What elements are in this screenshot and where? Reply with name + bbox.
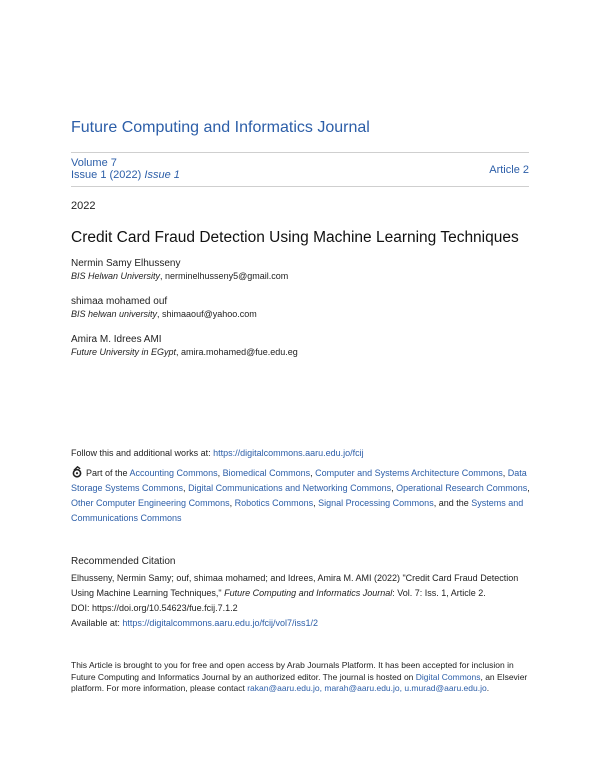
follow-link[interactable]: https://digitalcommons.aaru.edu.jo/fcij bbox=[213, 448, 364, 458]
author-name: shimaa mohamed ouf bbox=[71, 296, 168, 307]
follow-line bbox=[71, 446, 364, 461]
citation-text: Elhusseny, Nermin Samy; ouf, shimaa mohamed; and Idrees, Amira M. AMI (2022) "Credit Card Fraud Detection Using Machine Learning Techniques," bbox=[71, 573, 519, 598]
commons-link[interactable]: Robotics Commons bbox=[234, 498, 314, 508]
available-label: Available at: bbox=[71, 618, 123, 628]
issue-line[interactable]: Issue 1 (2022) bbox=[71, 169, 142, 181]
author-block bbox=[71, 258, 288, 282]
author-email: , nerminelhusseny5@gmail.com bbox=[160, 271, 289, 281]
divider bbox=[71, 152, 529, 153]
divider bbox=[71, 186, 529, 187]
commons-link[interactable]: Data Storage Systems Commons bbox=[71, 468, 527, 493]
footer-notice bbox=[71, 660, 531, 695]
author-affiliation: BIS helwan university bbox=[71, 309, 158, 319]
open-access-icon bbox=[71, 466, 83, 478]
author-name: Amira M. Idrees AMI bbox=[71, 334, 162, 345]
paper-title: Credit Card Fraud Detection Using Machine Learning Techniques bbox=[71, 229, 519, 246]
citation-volume: : Vol. 7: Iss. 1, Article 2. bbox=[392, 588, 486, 598]
author-block bbox=[71, 334, 298, 358]
digital-commons-link[interactable]: Digital Commons bbox=[415, 671, 481, 682]
and-the: , and the bbox=[433, 498, 472, 508]
contact-emails[interactable]: rakan@aaru.edu.jo, marah@aaru.edu.jo, u.murad@aaru.edu.jo bbox=[247, 683, 487, 693]
author-email: , amira.mohamed@fue.edu.eg bbox=[176, 347, 298, 357]
author-block bbox=[71, 296, 257, 320]
author-email: , shimaaouf@yahoo.com bbox=[157, 309, 257, 319]
follow-label: Follow this and additional works at: bbox=[71, 448, 214, 458]
available-link[interactable]: https://digitalcommons.aaru.edu.jo/fcij/vol7/iss1/2 bbox=[122, 618, 318, 628]
author-name: Nermin Samy Elhusseny bbox=[71, 258, 181, 269]
publication-year: 2022 bbox=[71, 200, 96, 212]
commons-link[interactable]: Other Computer Engineering Commons bbox=[71, 498, 230, 508]
citation-heading: Recommended Citation bbox=[71, 556, 176, 567]
part-of-commons: Part of the Accounting Commons, Biomedical Commons, Computer and Systems Architecture Commons, Data Storage Systems Commons, Digital Communications and Networking Commons, Operational Research Commons, Other Computer Engineering Commons, Robotics Commons, Signal Processing Commons, and the Systems and Communications Commons bbox=[71, 468, 530, 523]
footer-end: . bbox=[486, 683, 490, 693]
citation-doi: DOI: https://doi.org/10.54623/fue.fcij.7.1.2 bbox=[71, 603, 238, 613]
citation-journal: Future Computing and Informatics Journal bbox=[224, 588, 393, 598]
article-number[interactable]: Article 2 bbox=[489, 164, 529, 176]
commons-link[interactable]: Systems and Communications Commons bbox=[71, 498, 524, 523]
volume-link[interactable]: Volume 7 bbox=[71, 157, 117, 169]
footer-mid: , an Elsevier platform. For more information, please contact bbox=[71, 671, 528, 693]
recommended-citation bbox=[71, 571, 531, 631]
footer-text: This Article is brought to you for free and open access by Arab Journals Platform. It has been accepted for inclusion in Future Computing and Informatics Journal by an authorized editor. The journal is hosted on bbox=[71, 660, 514, 682]
commons-link[interactable]: Computer and Systems Architecture Commons bbox=[315, 468, 503, 478]
commons-link[interactable]: Digital Communications and Networking Commons bbox=[188, 483, 392, 493]
author-affiliation: BIS Helwan University bbox=[71, 271, 161, 281]
volume-issue bbox=[71, 157, 180, 181]
commons-link[interactable]: Accounting Commons bbox=[129, 468, 218, 478]
commons-link[interactable]: Operational Research Commons bbox=[396, 483, 528, 493]
commons-link[interactable]: Biomedical Commons bbox=[222, 468, 311, 478]
commons-link[interactable]: Signal Processing Commons bbox=[318, 498, 434, 508]
journal-title[interactable]: Future Computing and Informatics Journal bbox=[71, 119, 370, 136]
part-of-prefix: Part of the bbox=[86, 468, 130, 478]
author-affiliation: Future University in EGypt bbox=[71, 347, 177, 357]
issue-link[interactable]: Issue 1 bbox=[144, 169, 180, 181]
